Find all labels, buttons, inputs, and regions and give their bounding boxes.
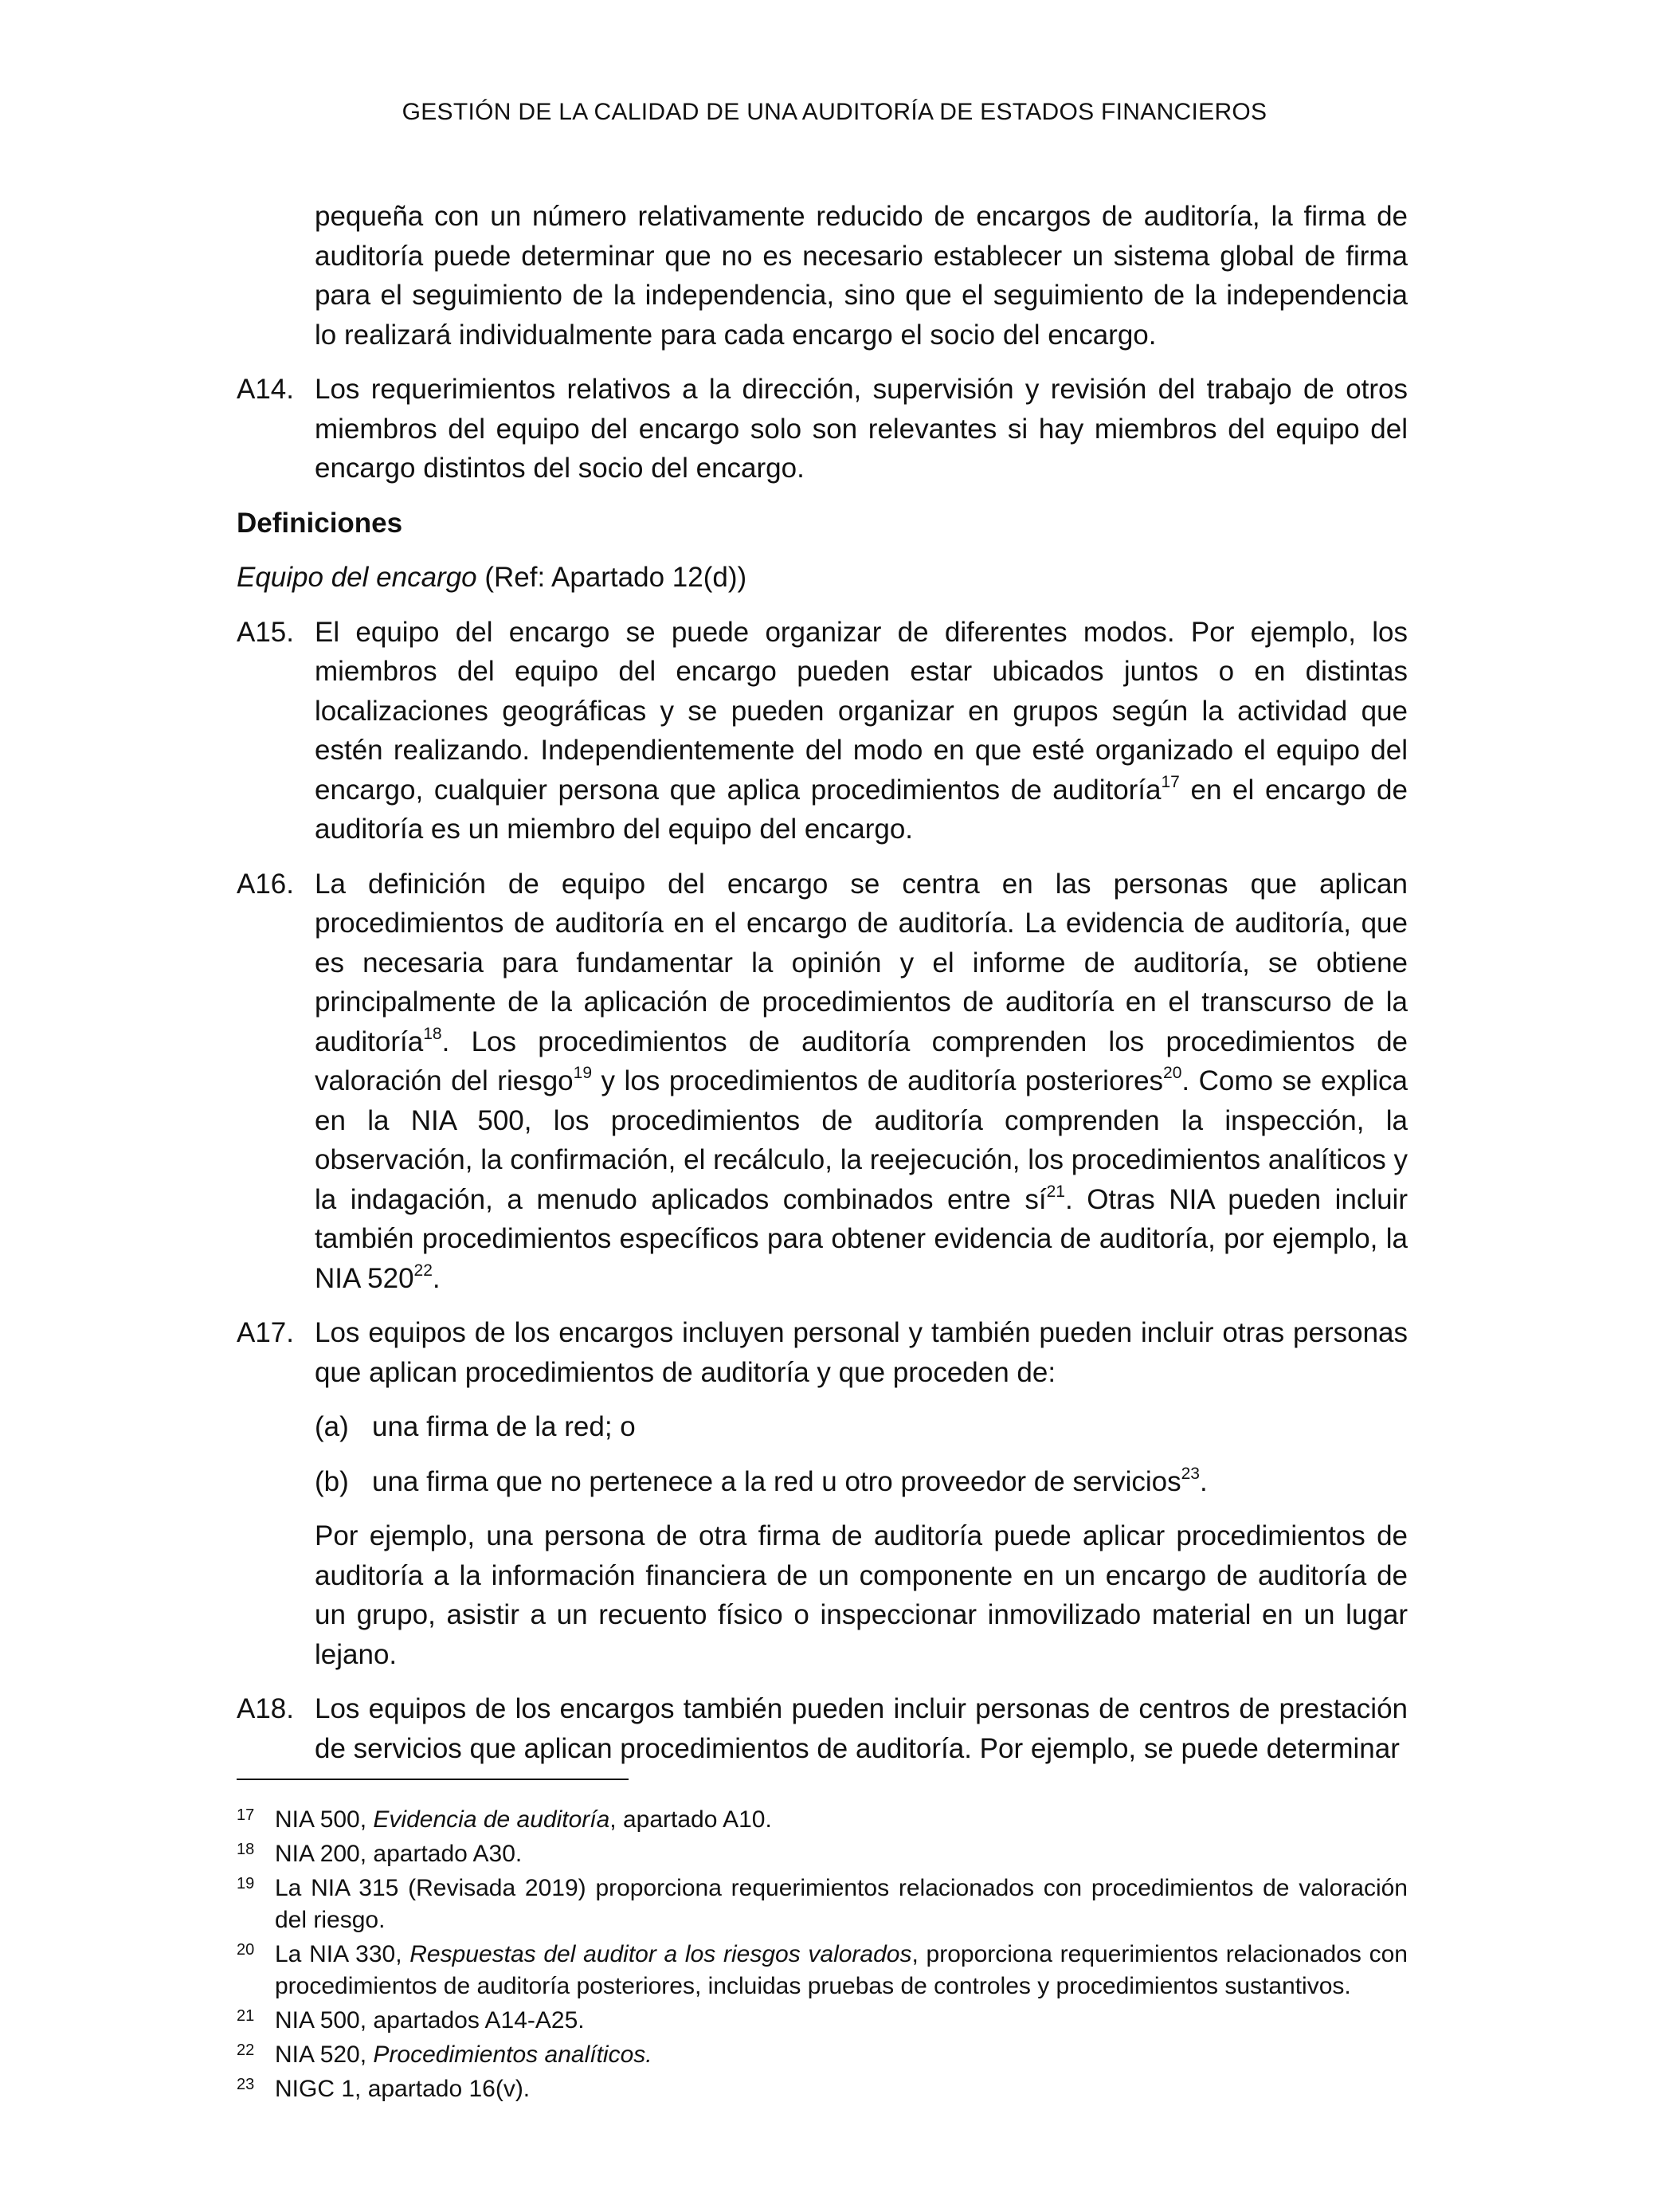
paragraph-text: . xyxy=(432,1262,441,1294)
paragraph-text: Por ejemplo, una persona de otra firma de auditoría puede aplicar procedimientos de auditoría a la información financiera de un componente en un encargo de auditoría de un grupo, asistir a un recuento físico o inspeccionar inmovilizado material en un lugar lejano. xyxy=(315,1520,1408,1670)
footnote-title: Evidencia de auditoría xyxy=(373,1806,610,1833)
paragraph-text: . Los procedimientos de auditoría comprenden los procedimientos de valoración del riesgo xyxy=(315,1026,1408,1096)
footnote-text: NIA 500, xyxy=(275,1806,374,1833)
paragraph-text: La definición de equipo del encargo se centra en las personas que aplican procedimientos de auditoría en el encargo de auditoría. La evidencia de auditoría, que es necesaria para fundamentar la opinión y el informe de auditoría, se obtiene principalmente de la aplicación de procedimientos de auditoría en el transcurso de la auditoría xyxy=(315,868,1408,1057)
footnote-text: La NIA 330, xyxy=(275,1941,410,1967)
paragraph-number: A15. xyxy=(237,616,294,648)
footnote-22 xyxy=(237,2039,1408,2071)
paragraph-text: en el encargo de auditoría es un miembro del equipo del encargo. xyxy=(315,774,1408,845)
footnote-ref: 18 xyxy=(423,1024,442,1043)
footnote-number: 23 xyxy=(237,2076,255,2093)
paragraph-number: A14. xyxy=(237,374,294,405)
paragraph-number: A17. xyxy=(237,1317,294,1348)
footnote-17 xyxy=(237,1804,1408,1836)
paragraph-number: A16. xyxy=(237,868,294,900)
paragraph-number: A18. xyxy=(237,1693,294,1724)
footnote-ref: 22 xyxy=(413,1261,433,1280)
list-item-text: una firma que no pertenece a la red u otro proveedor de servicios xyxy=(372,1465,1181,1497)
footnote-20 xyxy=(237,1939,1408,2002)
footnote-title: Procedimientos analíticos. xyxy=(373,2041,652,2068)
continuation-text: pequeña con un número relativamente reducido de encargos de auditoría, la firma de auditoría puede determinar que no es necesario establecer un sistema global de firma para el seguimiento de la independencia, sino que el seguimiento de la independencia lo realizará individualmente para cada encargo el socio del encargo. xyxy=(315,201,1408,351)
paragraph-a15 xyxy=(237,613,1408,849)
footnote-ref: 19 xyxy=(573,1064,592,1083)
footnote-23 xyxy=(237,2073,1408,2105)
footnote-ref: 17 xyxy=(1161,772,1180,791)
paragraph-text: Los requerimientos relativos a la dirección, supervisión y revisión del trabajo de otros miembros del equipo del encargo solo son relevantes si hay miembros del equipo del encargo distintos del socio del encargo. xyxy=(315,374,1408,484)
footnote-21 xyxy=(237,2005,1408,2037)
list-item-label: (b) xyxy=(315,1465,349,1497)
footnote-number: 20 xyxy=(237,1941,255,1959)
list-item-a xyxy=(237,1407,1408,1447)
subsection-heading xyxy=(237,558,1408,598)
footnote-separator xyxy=(237,1779,629,1780)
footnote-number: 17 xyxy=(237,1806,255,1824)
footnote-title: Respuestas del auditor a los riesgos valorados xyxy=(409,1941,912,1967)
paragraph-a14 xyxy=(237,370,1408,488)
footnote-text: La NIA 315 (Revisada 2019) proporciona requerimientos relacionados con procedimientos de valoración del riesgo. xyxy=(275,1875,1408,1933)
footnote-number: 18 xyxy=(237,1841,255,1858)
main-body xyxy=(237,197,1408,1768)
list-item-text: una firma de la red; o xyxy=(372,1411,636,1442)
paragraph-a17-example xyxy=(237,1516,1408,1674)
paragraph-text: y los procedimientos de auditoría posteriores xyxy=(592,1065,1164,1096)
list-item-label: (a) xyxy=(315,1411,349,1442)
footnote-18 xyxy=(237,1838,1408,1870)
footnote-text: NIGC 1, apartado 16(v). xyxy=(275,2076,531,2102)
paragraph-text: Los equipos de los encargos también pueden incluir personas de centros de prestación de servicios que aplican procedimientos de auditoría. Por ejemplo, se puede determinar xyxy=(315,1693,1408,1764)
list-item-text: . xyxy=(1199,1465,1208,1497)
running-header: GESTIÓN DE LA CALIDAD DE UNA AUDITORÍA DE ESTADOS FINANCIEROS xyxy=(402,99,1267,125)
footnote-number: 19 xyxy=(237,1875,255,1892)
footnote-ref: 21 xyxy=(1046,1182,1065,1201)
paragraph-a17 xyxy=(237,1313,1408,1392)
paragraph-text: El equipo del encargo se puede organizar de diferentes modos. Por ejemplo, los miembros del equipo del encargo pueden estar ubicados juntos o en distintas localizaciones geográficas y se pueden organizar en grupos según la actividad que estén realizando. Independientemente del modo en que esté organizado el equipo del encargo, cualquier persona que aplica procedimientos de auditoría xyxy=(315,616,1408,806)
footnote-text: NIA 200, apartado A30. xyxy=(275,1841,523,1867)
footnote-ref: 20 xyxy=(1163,1064,1182,1083)
subsection-title: Equipo del encargo xyxy=(237,562,477,593)
footnote-text: , apartado A10. xyxy=(609,1806,772,1833)
footnote-ref: 23 xyxy=(1181,1464,1200,1483)
footnote-number: 21 xyxy=(237,2007,255,2025)
list-item-b xyxy=(237,1462,1408,1502)
paragraph-a18 xyxy=(237,1689,1408,1768)
paragraph-text: . Otras NIA pueden incluir también procedimientos específicos para obtener evidencia de auditoría, por ejemplo, la NIA 520 xyxy=(315,1183,1408,1294)
footnote-19 xyxy=(237,1873,1408,1936)
section-heading: Definiciones xyxy=(237,507,403,539)
paragraph-text: Los equipos de los encargos incluyen personal y también pueden incluir otras personas que aplican procedimientos de auditoría y que proceden de: xyxy=(315,1317,1408,1388)
footnote-text: , proporciona requerimientos relacionados con procedimientos de auditoría posteriores, incluidas pruebas de controles y procedimientos sustantivos. xyxy=(275,1941,1408,1999)
paragraph-a16 xyxy=(237,865,1408,1299)
footnote-text: NIA 520, xyxy=(275,2041,374,2068)
subsection-ref: (Ref: Apartado 12(d)) xyxy=(476,562,747,593)
paragraph-text: . Como se explica en la NIA 500, los procedimientos de auditoría comprenden la inspección, la observación, la confirmación, el recálculo, la reejecución, los procedimientos analíticos y la indagación, a menudo aplicados combinados entre sí xyxy=(315,1065,1408,1215)
footnotes xyxy=(237,1804,1408,2105)
footnote-text: NIA 500, apartados A14-A25. xyxy=(275,2007,585,2034)
continuation-paragraph xyxy=(237,197,1408,355)
footnote-number: 22 xyxy=(237,2041,255,2059)
